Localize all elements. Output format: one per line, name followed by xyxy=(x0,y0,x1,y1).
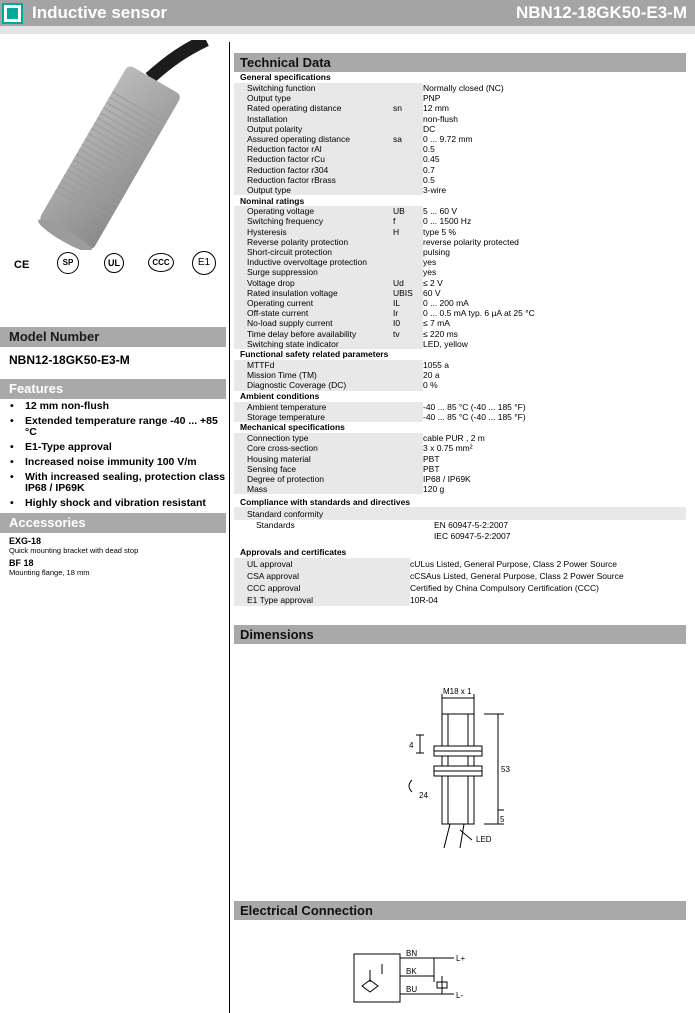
spec-label: Inductive overvoltage protection xyxy=(234,257,393,267)
spec-value: 0 ... 200 mA xyxy=(423,298,686,308)
model-number-value: NBN12-18GK50-E3-M xyxy=(9,353,130,367)
spec-value: DC xyxy=(423,124,686,134)
spec-row xyxy=(234,339,686,349)
spec-row xyxy=(234,484,686,494)
accessory-desc: Mounting flange, 18 mm xyxy=(9,568,90,577)
electrical-heading: Electrical Connection xyxy=(234,901,686,920)
spec-group-title: Functional safety related parameters xyxy=(240,349,389,360)
spec-value: type 5 % xyxy=(423,227,686,237)
spec-value: ≤ 2 V xyxy=(423,278,686,288)
supply-plus-label: L+ xyxy=(456,954,466,963)
spec-label: Time delay before availability xyxy=(234,329,393,339)
spec-label: Ambient temperature xyxy=(234,402,393,412)
feature-item: • Increased noise immunity 100 V/m xyxy=(8,457,226,468)
approval-value: cULus Listed, General Purpose, Class 2 Power Source xyxy=(410,559,617,570)
spec-symbol xyxy=(393,175,423,185)
header-title: Inductive sensor xyxy=(32,3,168,22)
spec-label: Mission Time (TM) xyxy=(234,370,393,380)
spec-group-title: General specifications xyxy=(240,72,331,83)
left-column xyxy=(0,40,226,577)
header-bar xyxy=(0,0,695,26)
ce-icon: CE xyxy=(14,259,30,271)
standard-value: EN 60947-5-2:2007 xyxy=(433,520,509,531)
spec-label: Storage temperature xyxy=(234,412,393,422)
spec-symbol xyxy=(393,165,423,175)
feature-item: • E1-Type approval xyxy=(8,442,226,453)
spec-symbol xyxy=(393,124,423,134)
column-divider xyxy=(229,42,230,1013)
spec-value: 0 ... 0.5 mA typ. 6 µA at 25 °C xyxy=(423,308,686,318)
spec-value: PBT xyxy=(423,464,686,474)
spec-symbol: UB xyxy=(393,206,423,216)
spec-label: Reduction factor r304 xyxy=(234,165,393,175)
spec-label: Installation xyxy=(234,114,393,124)
spec-row xyxy=(234,329,686,339)
approvals-table xyxy=(234,546,686,606)
model-number-heading: Model Number xyxy=(0,327,226,347)
spec-symbol: UBIS xyxy=(393,288,423,298)
spec-symbol: sn xyxy=(393,103,423,113)
dim-4-label: 4 xyxy=(409,741,414,750)
technical-data-table xyxy=(234,72,686,494)
right-column xyxy=(234,42,686,606)
spec-value: ≤ 7 mA xyxy=(423,318,686,328)
approval-label: CSA approval xyxy=(234,570,410,582)
compliance-table xyxy=(234,496,686,542)
dim-53-label: 53 xyxy=(501,765,510,774)
certification-row xyxy=(0,255,226,301)
e1-icon: E1 xyxy=(192,251,216,275)
spec-symbol xyxy=(393,257,423,267)
approval-label: E1 Type approval xyxy=(234,594,410,606)
csa-icon: SP xyxy=(57,252,79,274)
spec-group-title: Ambient conditions xyxy=(240,391,320,402)
product-image xyxy=(0,40,226,250)
spec-value: reverse polarity protected xyxy=(423,237,686,247)
spec-row xyxy=(234,185,686,195)
accessory-desc: Quick mounting bracket with dead stop xyxy=(9,546,139,555)
spec-symbol xyxy=(393,484,423,494)
spec-value: 5 ... 60 V xyxy=(423,206,686,216)
spec-row xyxy=(234,298,686,308)
header-underbar xyxy=(0,26,695,34)
spec-value: 60 V xyxy=(423,288,686,298)
spec-label: Output type xyxy=(234,185,393,195)
spec-label: Mass xyxy=(234,484,393,494)
approval-value: cCSAus Listed, General Purpose, Class 2 Power Source xyxy=(410,571,624,582)
spec-value: yes xyxy=(423,257,686,267)
spec-label: No-load supply current xyxy=(234,318,393,328)
accessory-name: BF 18 xyxy=(9,558,34,568)
spec-row xyxy=(234,103,686,113)
spec-symbol xyxy=(393,247,423,257)
spec-row xyxy=(234,175,686,185)
spec-symbol xyxy=(393,443,423,453)
approval-label: UL approval xyxy=(234,558,410,570)
spec-group-title: Nominal ratings xyxy=(240,195,305,206)
brand-logo-icon xyxy=(2,3,23,24)
spec-value: PNP xyxy=(423,93,686,103)
spec-value: PBT xyxy=(423,454,686,464)
feature-item: • With increased sealing, protection class IP68 / IP69K xyxy=(8,472,226,494)
spec-symbol xyxy=(393,433,423,443)
spec-label: Hysteresis xyxy=(234,227,393,237)
dimensions-heading: Dimensions xyxy=(234,625,686,644)
spec-row xyxy=(234,433,686,443)
spec-value: 0 ... 9.72 mm xyxy=(423,134,686,144)
spec-row xyxy=(234,216,686,226)
dimensions-drawing xyxy=(234,680,686,870)
spec-row xyxy=(234,454,686,464)
spec-value: yes xyxy=(423,267,686,277)
spec-value: 0 % xyxy=(423,380,686,390)
spec-value: 0.5 xyxy=(423,144,686,154)
spec-row xyxy=(234,464,686,474)
spec-row xyxy=(234,402,686,412)
spec-symbol: I0 xyxy=(393,318,423,328)
ccc-icon: CCC xyxy=(148,253,174,272)
spec-value: cable PUR , 2 m xyxy=(423,433,686,443)
features-list xyxy=(0,399,226,509)
spec-row xyxy=(234,227,686,237)
standard-conformity-label: Standard conformity xyxy=(234,507,686,520)
spec-symbol xyxy=(393,267,423,277)
spec-row xyxy=(234,134,686,144)
dim-thread-label: M18 x 1 xyxy=(443,687,472,696)
spec-symbol xyxy=(393,339,423,349)
spec-value: 0.7 xyxy=(423,165,686,175)
spec-value: 3-wire xyxy=(423,185,686,195)
spec-symbol: f xyxy=(393,216,423,226)
spec-symbol: tv xyxy=(393,329,423,339)
supply-minus-label: L- xyxy=(456,991,464,1000)
approval-value: 10R-04 xyxy=(410,595,438,606)
accessories-list xyxy=(0,536,226,577)
spec-label: Switching frequency xyxy=(234,216,393,226)
spec-symbol xyxy=(393,83,423,93)
spec-value: LED, yellow xyxy=(423,339,686,349)
spec-symbol: Ir xyxy=(393,308,423,318)
spec-row xyxy=(234,83,686,93)
spec-value: Normally closed (NC) xyxy=(423,83,686,93)
spec-label: Voltage drop xyxy=(234,278,393,288)
dim-5-label: 5 xyxy=(500,815,505,824)
feature-item: • 12 mm non-flush xyxy=(8,401,226,412)
spec-label: Output type xyxy=(234,93,393,103)
spec-value: 1055 a xyxy=(423,360,686,370)
spec-label: Operating current xyxy=(234,298,393,308)
spec-row xyxy=(234,247,686,257)
spec-row xyxy=(234,165,686,175)
spec-row xyxy=(234,267,686,277)
spec-label: Reduction factor rAl xyxy=(234,144,393,154)
wire-bn-label: BN xyxy=(406,949,418,958)
spec-row xyxy=(234,370,686,380)
standard-value: IEC 60947-5-2:2007 xyxy=(433,530,511,541)
spec-symbol xyxy=(393,185,423,195)
spec-label: Reverse polarity protection xyxy=(234,237,393,247)
dim-wrench-label: 24 xyxy=(419,791,428,800)
spec-value: IP68 / IP69K xyxy=(423,474,686,484)
spec-label: Connection type xyxy=(234,433,393,443)
spec-row xyxy=(234,257,686,267)
feature-item: • Highly shock and vibration resistant xyxy=(8,498,226,509)
spec-label: Reduction factor rCu xyxy=(234,154,393,164)
spec-row xyxy=(234,124,686,134)
spec-label: Core cross-section xyxy=(234,443,393,453)
accessory-name: EXG-18 xyxy=(9,536,42,546)
spec-label: Sensing face xyxy=(234,464,393,474)
spec-label: Reduction factor rBrass xyxy=(234,175,393,185)
wiring-diagram xyxy=(234,940,686,1010)
spec-value: 20 a xyxy=(423,370,686,380)
spec-row xyxy=(234,278,686,288)
culus-icon: UL xyxy=(104,253,124,273)
spec-row xyxy=(234,380,686,390)
spec-row xyxy=(234,412,686,422)
spec-row xyxy=(234,93,686,103)
spec-label: Output polarity xyxy=(234,124,393,134)
spec-symbol xyxy=(393,474,423,484)
spec-symbol xyxy=(393,237,423,247)
spec-value: 12 mm xyxy=(423,103,686,113)
spec-row xyxy=(234,144,686,154)
spec-symbol xyxy=(393,402,423,412)
spec-label: Surge suppression xyxy=(234,267,393,277)
spec-label: Degree of protection xyxy=(234,474,393,484)
spec-value: non-flush xyxy=(423,114,686,124)
spec-row xyxy=(234,114,686,124)
spec-label: Assured operating distance xyxy=(234,134,393,144)
spec-symbol: sa xyxy=(393,134,423,144)
spec-row xyxy=(234,206,686,216)
spec-label: Rated operating distance xyxy=(234,103,393,113)
spec-row xyxy=(234,288,686,298)
spec-value: 0.45 xyxy=(423,154,686,164)
spec-label: Switching state indicator xyxy=(234,339,393,349)
spec-label: Off-state current xyxy=(234,308,393,318)
spec-row xyxy=(234,237,686,247)
spec-group-title: Mechanical specifications xyxy=(240,422,345,433)
spec-symbol xyxy=(393,412,423,422)
standards-label: Standards xyxy=(256,520,295,531)
spec-row xyxy=(234,443,686,453)
spec-label: Housing material xyxy=(234,454,393,464)
spec-symbol xyxy=(393,380,423,390)
spec-row xyxy=(234,474,686,484)
spec-label: Operating voltage xyxy=(234,206,393,216)
spec-value: 0 ... 1500 Hz xyxy=(423,216,686,226)
spec-symbol xyxy=(393,454,423,464)
wire-bk-label: BK xyxy=(406,967,417,976)
spec-label: Short-circuit protection xyxy=(234,247,393,257)
accessories-heading: Accessories xyxy=(0,513,226,533)
dim-led-label: LED xyxy=(476,835,492,844)
spec-symbol xyxy=(393,360,423,370)
spec-symbol xyxy=(393,154,423,164)
spec-symbol xyxy=(393,370,423,380)
approvals-heading: Approvals and certificates xyxy=(240,547,347,558)
spec-row xyxy=(234,154,686,164)
features-heading: Features xyxy=(0,379,226,399)
technical-data-heading: Technical Data xyxy=(234,53,686,72)
compliance-heading: Compliance with standards and directives xyxy=(240,496,411,507)
feature-item: • Extended temperature range -40 ... +85 °C xyxy=(8,416,226,438)
spec-symbol xyxy=(393,464,423,474)
spec-value: ≤ 220 ms xyxy=(423,329,686,339)
spec-symbol: Ud xyxy=(393,278,423,288)
wire-bu-label: BU xyxy=(406,985,418,994)
spec-label: Rated insulation voltage xyxy=(234,288,393,298)
spec-label: Diagnostic Coverage (DC) xyxy=(234,380,393,390)
spec-row xyxy=(234,318,686,328)
spec-value: -40 ... 85 °C (-40 ... 185 °F) xyxy=(423,412,686,422)
spec-symbol xyxy=(393,144,423,154)
spec-label: Switching function xyxy=(234,83,393,93)
spec-row xyxy=(234,308,686,318)
header-model: NBN12-18GK50-E3-M xyxy=(516,3,687,22)
spec-row xyxy=(234,360,686,370)
spec-symbol: IL xyxy=(393,298,423,308)
spec-symbol xyxy=(393,93,423,103)
spec-symbol xyxy=(393,114,423,124)
spec-value: pulsing xyxy=(423,247,686,257)
spec-value: 3 x 0.75 mm² xyxy=(423,443,686,453)
spec-value: 120 g xyxy=(423,484,686,494)
spec-value: -40 ... 85 °C (-40 ... 185 °F) xyxy=(423,402,686,412)
approval-value: Certified by China Compulsory Certification (CCC) xyxy=(410,583,599,594)
spec-label: MTTFd xyxy=(234,360,393,370)
spec-symbol: H xyxy=(393,227,423,237)
approval-label: CCC approval xyxy=(234,582,410,594)
spec-value: 0.5 xyxy=(423,175,686,185)
